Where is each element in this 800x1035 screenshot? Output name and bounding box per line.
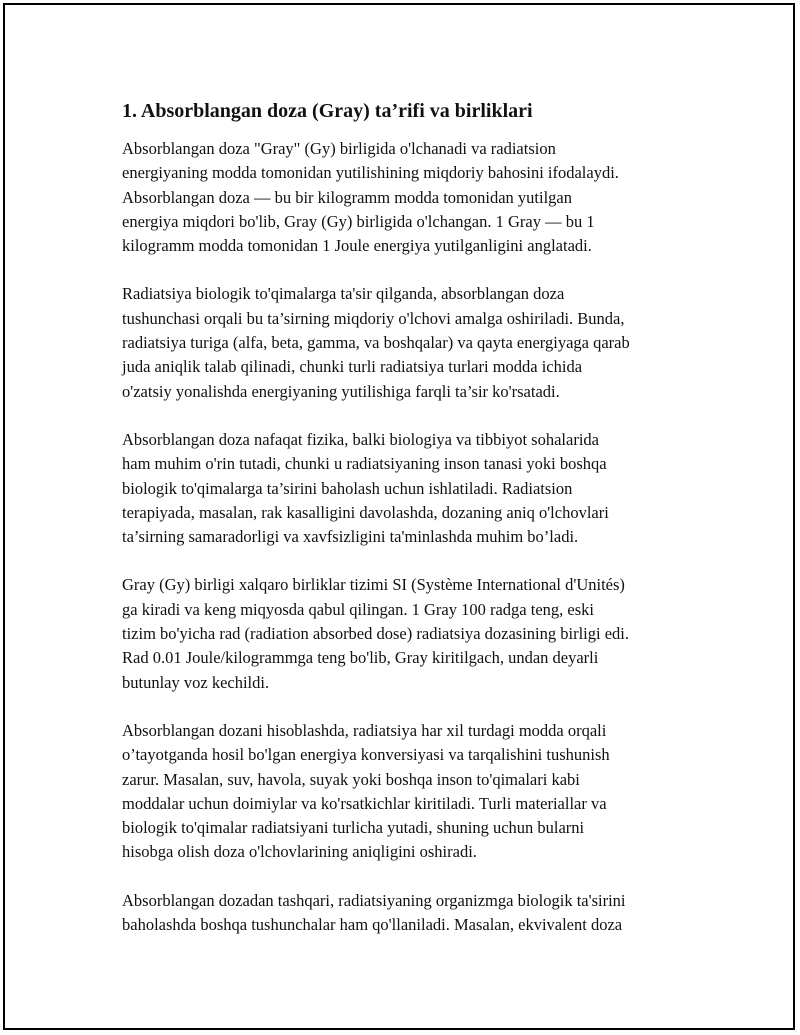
text-line: o'zatsiy yonalishda energiyaning yutilishiga farqli ta’sir ko'rsatadi. [122, 381, 560, 401]
text-line: kilogramm modda tomonidan 1 Joule energiya yutilganligini anglatadi. [122, 236, 592, 256]
text-line: Rad 0.01 Joule/kilogrammga teng bo'lib, Gray kiritilgach, undan deyarli [122, 648, 599, 668]
text-line: juda aniqlik talab qilinadi, chunki turli radiatsiya turlari modda ichida [122, 357, 583, 377]
text-line: Radiatsiya biologik to'qimalarga ta'sir qilganda, absorblangan doza [122, 284, 565, 304]
text-line: Gray (Gy) birligi xalqaro birliklar tizimi SI (Système International d'Unités) [122, 575, 625, 595]
paragraph-6 [122, 889, 702, 938]
text-line: ta’sirning samaradorligi va xavfsizligini ta'minlashda muhim bo’ladi. [122, 527, 579, 547]
paragraph-1 [122, 137, 702, 258]
text-line: energiyaning modda tomonidan yutilishining miqdoriy bahosini ifodalaydi. [122, 163, 619, 183]
text-line: biologik to'qimalar radiatsiyani turlicha yutadi, shuning uchun bularni [122, 818, 585, 838]
text-line: o’tayotganda hosil bo'lgan energiya konversiyasi va tarqalishini tushunish [122, 745, 610, 765]
text-line: tushunchasi orqali bu ta’sirning miqdoriy o'lchovi amalga oshiriladi. Bunda, [122, 308, 625, 328]
paragraph-2 [122, 282, 702, 403]
text-line: Absorblangan doza "Gray" (Gy) birligida o'lchanadi va radiatsion [122, 139, 556, 158]
paragraph-5 [122, 719, 702, 865]
text-line: ga kiradi va keng miqyosda qabul qilingan. 1 Gray 100 radga teng, eski [122, 599, 594, 619]
text-line: tizim bo'yicha rad (radiation absorbed dose) radiatsiya dozasining birligi edi. [122, 624, 629, 644]
text-line: hisobga olish doza o'lchovlarining aniqligini oshiradi. [122, 842, 477, 862]
text-line: Absorblangan doza — bu bir kilogramm modda tomonidan yutilgan [122, 187, 573, 207]
text-line: moddalar uchun doimiylar va ko'rsatkichlar kiritiladi. Turli materiallar va [122, 793, 607, 813]
text-line: Absorblangan dozadan tashqari, radiatsiyaning organizmga biologik ta'sirini [122, 890, 626, 910]
text-line: butunlay voz kechildi. [122, 672, 270, 692]
text-line: ham muhim o'rin tutadi, chunki u radiatsiyaning inson tanasi yoki boshqa [122, 454, 607, 474]
text-line: Absorblangan dozani hisoblashda, radiatsiya har xil turdagi modda orqali [122, 720, 607, 740]
text-line: energiya miqdori bo'lib, Gray (Gy) birligida o'lchangan. 1 Gray — bu 1 [122, 211, 595, 231]
text-line: zarur. Masalan, suv, havola, suyak yoki boshqa inson to'qimalari kabi [122, 769, 580, 789]
text-line: terapiyada, masalan, rak kasalligini davolashda, dozaning aniq o'lchovlari [122, 502, 609, 522]
text-line: baholashda boshqa tushunchalar ham qo'llaniladi. Masalan, ekvivalent doza [122, 915, 623, 935]
document-body [122, 97, 702, 961]
paragraph-4 [122, 573, 702, 694]
section-heading: 1. Absorblangan doza (Gray) ta’rifi va birliklari [122, 100, 533, 122]
text-line: Absorblangan doza nafaqat fizika, balki biologiya va tibbiyot sohalarida [122, 429, 599, 449]
text-line: biologik to'qimalarga ta’sirini baholash uchun ishlatiladi. Radiatsion [122, 478, 573, 498]
page-frame [3, 3, 795, 1030]
text-line: radiatsiya turiga (alfa, beta, gamma, va boshqalar) va qayta energiyaga qarab [122, 333, 630, 353]
paragraph-3 [122, 428, 702, 549]
